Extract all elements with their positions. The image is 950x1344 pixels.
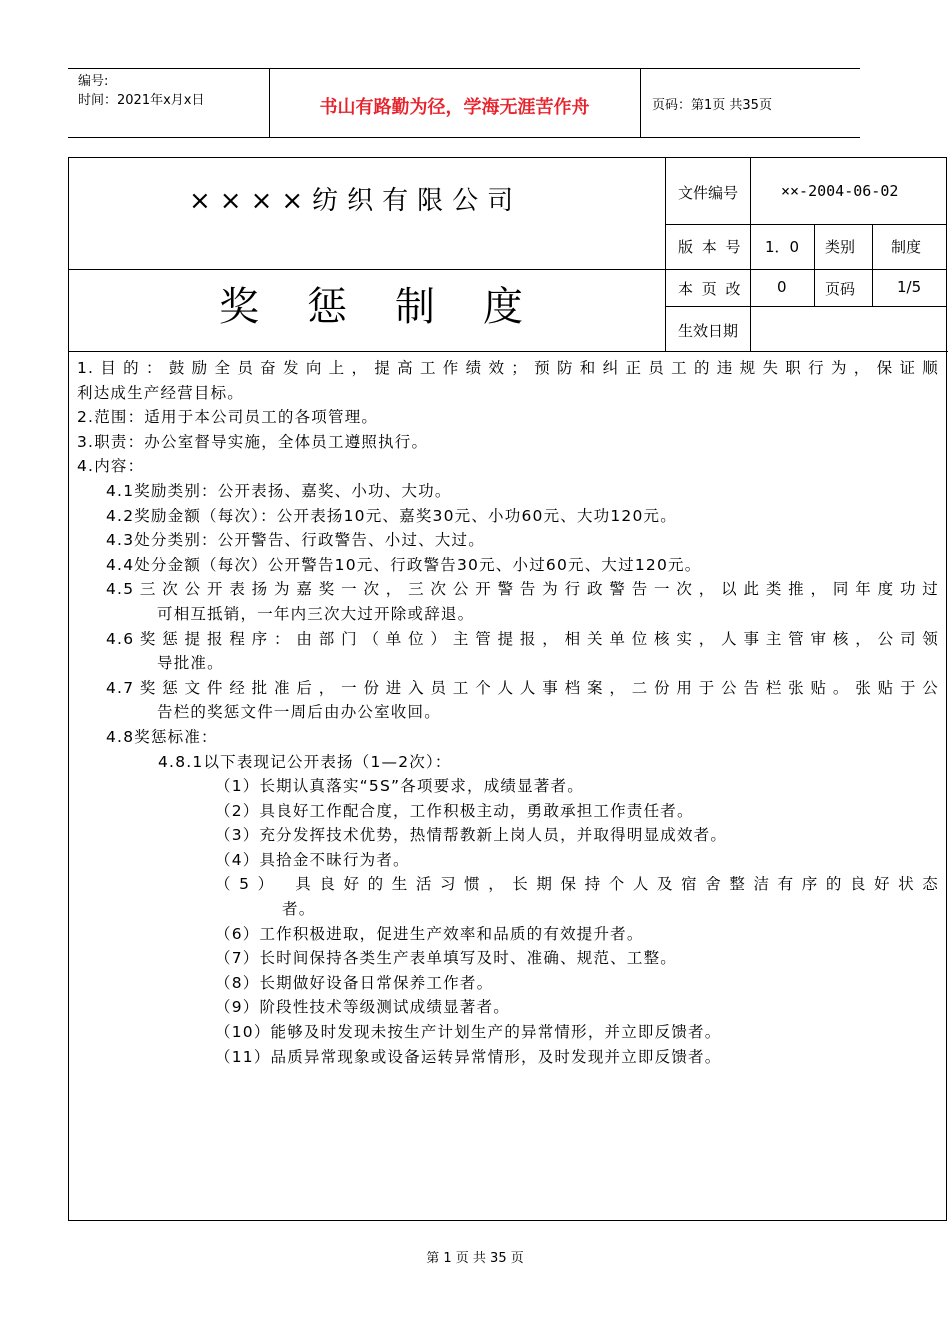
page-value: 1/5 [897, 278, 922, 296]
page-header [68, 68, 860, 138]
version-value: 1．0 [765, 238, 800, 256]
list-item: （3）充分发挥技术优势，热情帮教新上岗人员，并取得明显成效者。 [215, 826, 728, 845]
paragraph: 4.2奖励金额（每次）：公开表扬10元、嘉奖30元、小功60元、大功120元。 [106, 506, 677, 525]
company-name: ××××纺织有限公司 [189, 186, 523, 216]
paragraph: 4.内容： [77, 457, 145, 476]
paragraph: 告栏的奖惩文件一周后由办公室收回。 [157, 703, 441, 722]
list-item: （2）具良好工作配合度，工作积极主动，勇敢承担工作责任者。 [215, 801, 694, 820]
divider [750, 158, 751, 224]
version-label: 版 本 号 [678, 238, 743, 256]
list-item: （10）能够及时发现未按生产计划生产的异常情形，并立即反馈者。 [215, 1023, 722, 1042]
regulation-body [77, 356, 939, 1069]
paragraph: 3.职责：办公室督导实施，全体员工遵照执行。 [77, 432, 429, 451]
paragraph: 可相互抵销，一年内三次大过开除或辞退。 [157, 604, 475, 623]
divider [665, 224, 947, 225]
page-label: 页码 [825, 280, 856, 298]
divider [814, 224, 815, 306]
document-title: 奖惩制度 [219, 284, 571, 330]
paragraph: 导批准。 [157, 654, 224, 673]
doc-number-label: 编号: [78, 74, 109, 89]
list-item: （5） 具良好的生活习惯，长期保持个人及宿舍整洁有序的良好状态 [215, 875, 939, 894]
paragraph: 4.6奖惩提报程序：由部门（单位）主管提报，相关单位核实，人事主管审核，公司领 [106, 629, 939, 648]
doc-no-label: 文件编号 [678, 184, 739, 202]
list-item: 者。 [282, 900, 316, 919]
list-item: （8）长期做好设备日常保养工作者。 [215, 973, 494, 992]
divider [69, 351, 948, 352]
divider [665, 269, 947, 270]
doc-no-value: ××-2004-06-02 [781, 182, 899, 200]
divider [872, 224, 873, 306]
divider [750, 224, 751, 351]
paragraph: 4.4处分金额（每次）公开警告10元、行政警告30元、小过60元、大过120元。 [106, 555, 702, 574]
page-footer: 第 1 页 共 35 页 [426, 1251, 524, 1266]
effective-date-label: 生效日期 [678, 322, 739, 340]
header-meta [68, 69, 270, 137]
paragraph: 4.8.1以下表现记公开表扬（1—2次）： [158, 752, 452, 771]
header-page-label: 页码：第1页 共35页 [652, 98, 772, 113]
category-value: 制度 [891, 238, 922, 256]
revision-value: 0 [777, 278, 787, 296]
list-item: （6）工作积极进取，促进生产效率和品质的有效提升者。 [215, 924, 644, 943]
doc-time-label: 时间：2021年x月x日 [78, 93, 205, 108]
list-item: （7）长时间保持各类生产表单填写及时、准确、规范、工整。 [215, 949, 677, 968]
list-item: （9）阶段性技术等级测试成绩显著者。 [215, 998, 510, 1017]
motto-text: 书山有路勤为径，学海无涯苦作舟 [319, 97, 590, 118]
paragraph: 1.目的：鼓励全员奋发向上，提高工作绩效；预防和纠正员工的违规失职行为，保证顺 [77, 359, 939, 377]
paragraph: 利达成生产经营目标。 [77, 383, 245, 402]
header-motto-cell [269, 69, 641, 137]
list-item: （1）长期认真落实“5S”各项要求，成绩显著者。 [215, 777, 584, 796]
divider [69, 269, 665, 270]
paragraph: 4.7奖惩文件经批准后，一份进入员工个人人事档案，二份用于公告栏张贴。张贴于公 [106, 678, 939, 697]
list-item: （4）具拾金不昧行为者。 [215, 850, 410, 869]
divider [665, 158, 666, 351]
paragraph: 2.范围：适用于本公司员工的各项管理。 [77, 408, 379, 427]
paragraph: 4.5三次公开表扬为嘉奖一次，三次公开警告为行政警告一次，以此类推，同年度功过 [106, 580, 939, 599]
list-item: （11）品质异常现象或设备运转异常情形，及时发现并立即反馈者。 [215, 1047, 722, 1066]
category-label: 类别 [825, 238, 856, 256]
paragraph: 4.8奖惩标准： [106, 727, 218, 746]
revision-label: 本 页 改 [678, 280, 743, 298]
paragraph: 4.3处分类别：公开警告、行政警告、小过、大过。 [106, 531, 485, 550]
paragraph: 4.1奖励类别：公开表扬、嘉奖、小功、大功。 [106, 481, 452, 500]
form-frame [68, 157, 947, 1221]
divider [665, 306, 947, 307]
